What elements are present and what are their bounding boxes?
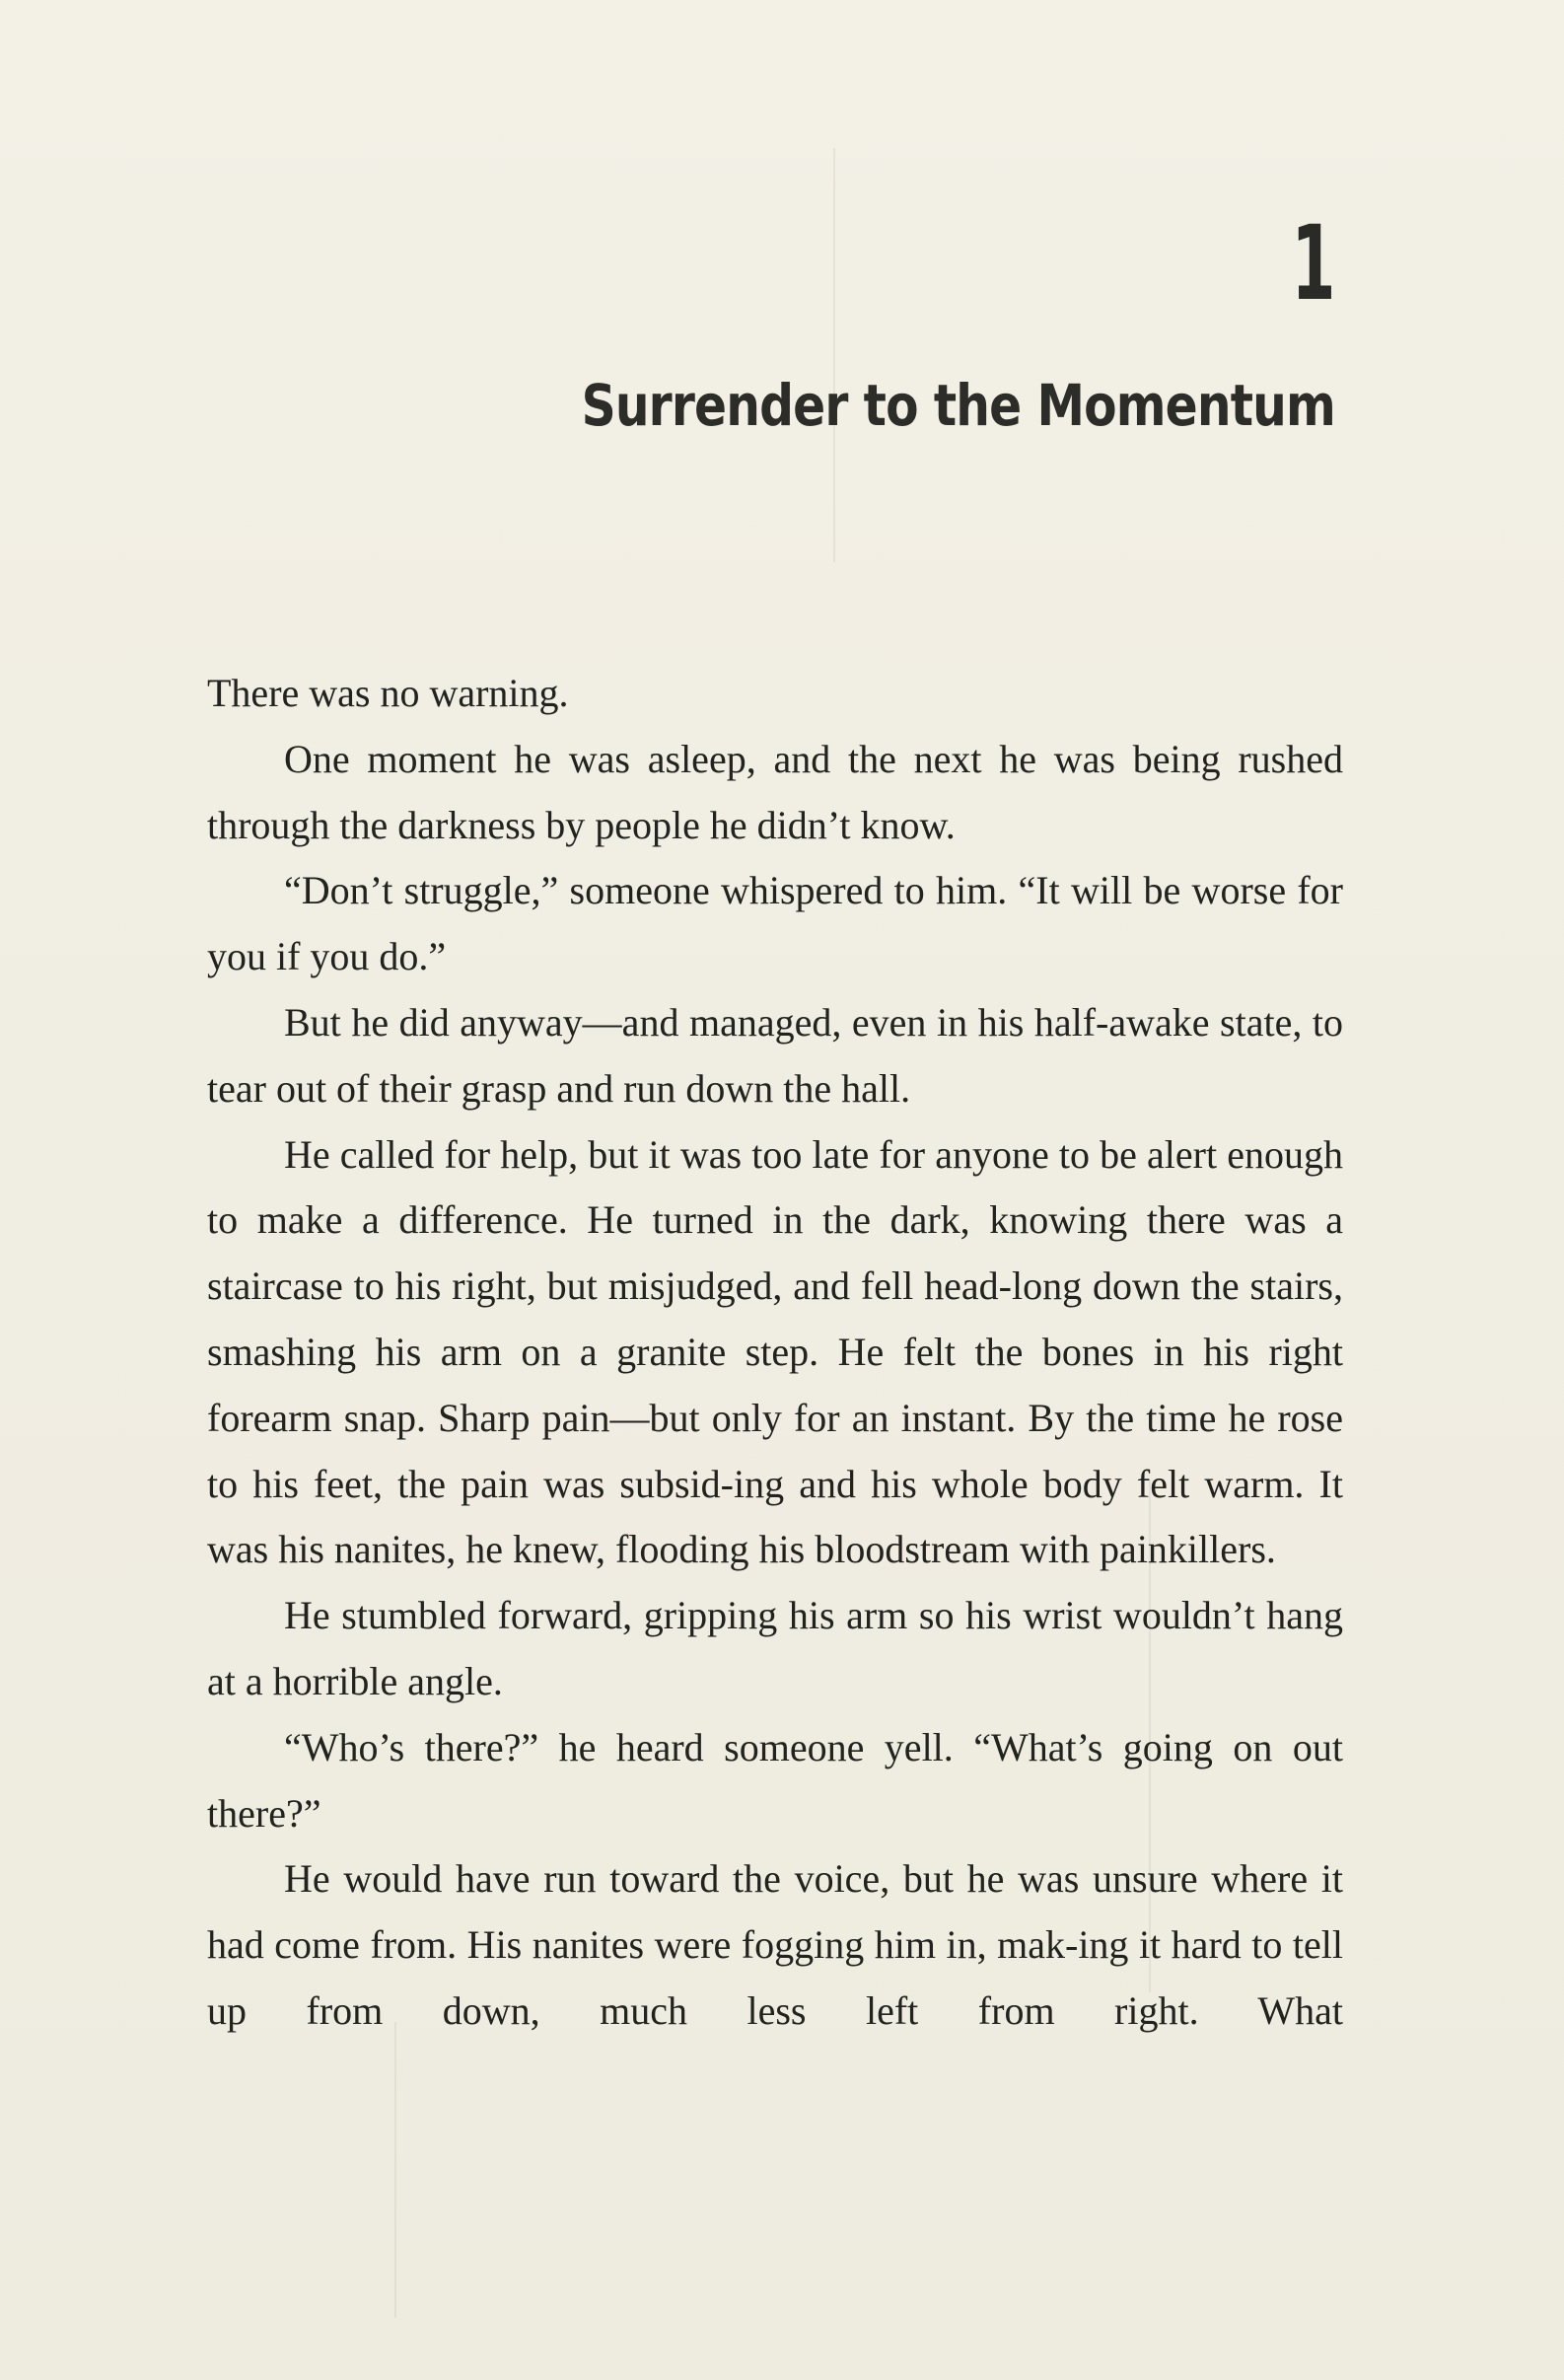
chapter-title: Surrender to the Momentum	[581, 372, 1335, 439]
paragraph: There was no warning.	[207, 671, 569, 715]
page-crease	[394, 2022, 396, 2318]
paragraph: He would have run toward the voice, but he was unsure where it had come from. His nanites were fogging him in, mak-ing it hard to tell up from down, much less left from right. What	[207, 1856, 1343, 2033]
chapter-body	[207, 661, 1343, 2045]
paragraph: “Don’t struggle,” someone whispered to him. “It will be worse for you if you do.”	[207, 868, 1343, 979]
paragraph: “Who’s there?” he heard someone yell. “What’s going on out there?”	[207, 1724, 1343, 1836]
chapter-number: 1	[1291, 203, 1335, 324]
page-crease	[833, 148, 835, 562]
paragraph: He stumbled forward, gripping his arm so his wrist wouldn’t hang at a horrible angle.	[207, 1593, 1343, 1703]
paragraph: But he did anyway—and managed, even in his half-awake state, to tear out of their grasp and run down the hall.	[207, 999, 1343, 1111]
paragraph: One moment he was asleep, and the next he was being rushed through the darkness by people he didn’t know.	[207, 736, 1343, 847]
paragraph: He called for help, but it was too late for anyone to be alert enough to make a difference. He turned in the dark, knowing there was a staircase to his right, but misjudged, and fell head-long down the stairs, smashing his arm on a granite step. He felt the bones in his right forearm snap. Sharp pain—but only for an instant. By the time he rose to his feet, the pain was subsid-ing and his whole body felt warm. It was his nanites, he knew, flooding his bloodstream with painkillers.	[207, 1131, 1343, 1572]
